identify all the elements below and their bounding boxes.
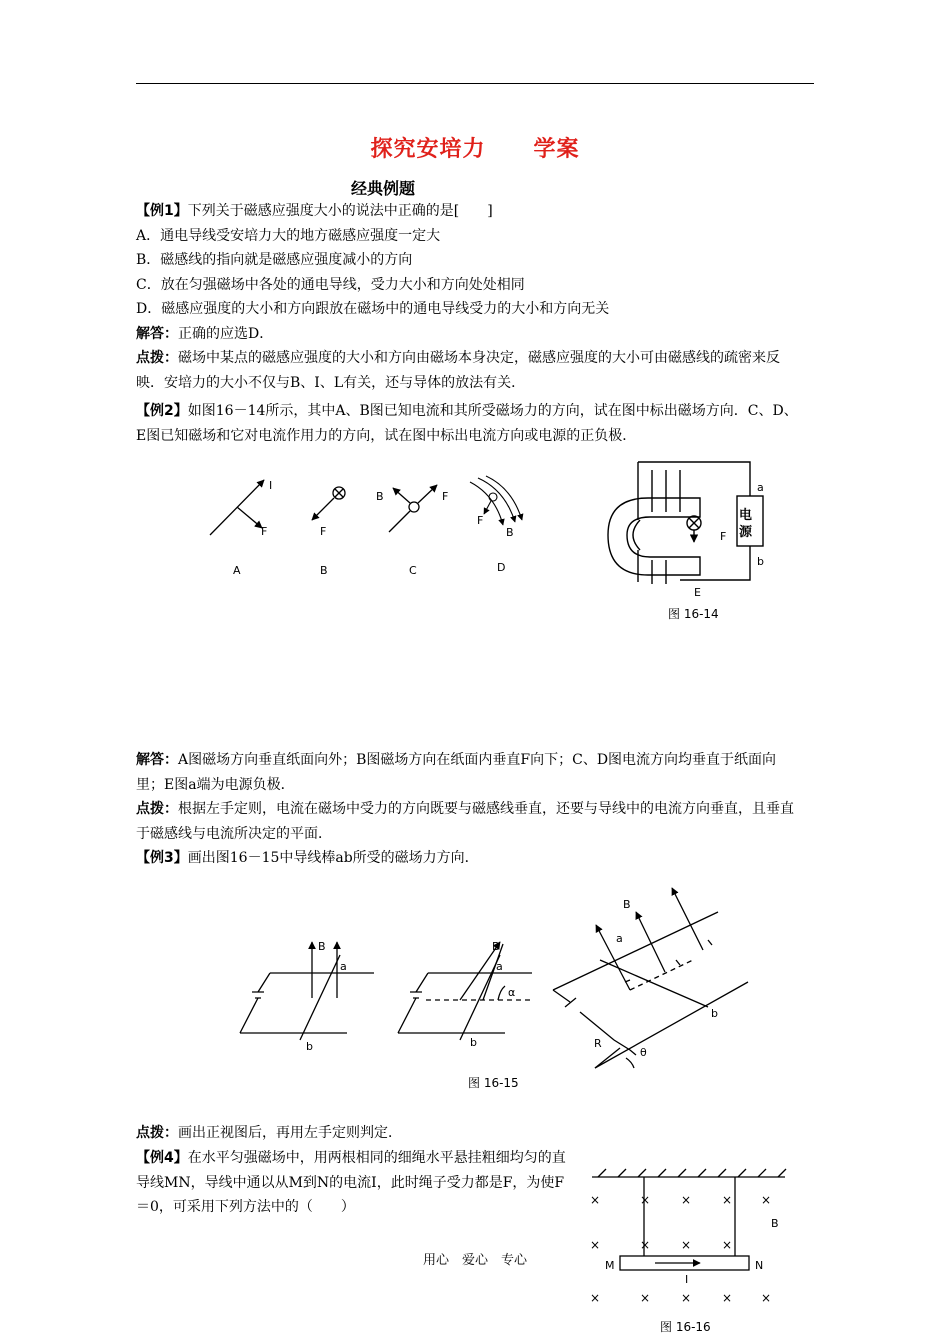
fig-e-power-1: 电	[739, 508, 753, 523]
fig-a-label-f: F	[261, 525, 268, 538]
field-cross: ×	[590, 1193, 601, 1207]
field-cross: ×	[722, 1238, 733, 1252]
field-cross: ×	[681, 1291, 692, 1305]
fig-16-14-a	[210, 480, 264, 535]
fig-c-label: C	[409, 564, 417, 577]
fig-16-15-left	[240, 942, 374, 1040]
field-cross: ×	[761, 1193, 772, 1207]
field-cross: ×	[722, 1291, 733, 1305]
fig-16-16-label-m: M	[605, 1259, 615, 1272]
fig-16-16-label-n: N	[755, 1259, 764, 1272]
title-sub: 学案	[533, 137, 580, 162]
fig-c-label-b: B	[376, 490, 384, 503]
ex1-answer: 正确的应选D．	[178, 325, 274, 342]
fig-m-label-alpha: α	[508, 986, 516, 999]
fig-e-power-2: 源	[739, 525, 753, 540]
field-cross: ×	[590, 1291, 601, 1305]
ex1-hint: 磁场中某点的磁感应强度的大小和方向由磁场本身决定，磁感应强度的大小可由磁感线的疏密来反映．安培力的大小不仅与B、I、L有关，还与导体的放法有关．	[136, 350, 780, 391]
field-cross: ×	[640, 1238, 651, 1252]
fig-e-label-f: F	[720, 530, 727, 543]
ex3-question: 画出图16－15中导线棒ab所受的磁场力方向．	[187, 850, 479, 866]
fig-b-label: B	[320, 564, 328, 577]
page-footer: 用心 爱心 专心	[422, 1253, 527, 1268]
fig-16-16-label-b: B	[771, 1217, 779, 1230]
fig-e-label-a: a	[757, 481, 764, 494]
ex4-label: 【例4】	[136, 1150, 188, 1166]
ex2-hint-label: 点拨：	[136, 801, 178, 817]
example-2-solution	[136, 748, 800, 871]
fig-b-label-f: F	[320, 525, 327, 538]
ex2-question: 如图16－14所示，其中A、B图已知电流和其所受磁场力的方向，试在图中标出磁场方向．C、D、E图已知磁场和它对电流作用力的方向，试在图中标出电流方向或电源的正负极．	[136, 403, 798, 444]
fig-d-label: D	[497, 561, 506, 574]
fig-m-label-a: a	[496, 960, 503, 973]
fig-l-label-a: a	[340, 960, 347, 973]
ex1-answer-label: 解答：	[136, 325, 178, 342]
fig-r-label-theta: θ	[640, 1046, 647, 1059]
fig-16-15-caption: 图 16-15	[468, 1076, 519, 1090]
ex2-answer-label: 解答：	[136, 752, 178, 768]
ex2-answer: A图磁场方向垂直纸面向外；B图磁场方向在纸面内垂直F向下；C、D图电流方向均垂直于纸面向里；E图a端为电源负极．	[136, 752, 777, 793]
field-cross: ×	[681, 1193, 692, 1207]
ex3-hint-label: 点拨：	[136, 1125, 178, 1141]
ex1-option-b: B．磁感线的指向就是磁感应强度减小的方向	[136, 252, 413, 268]
field-cross: ×	[722, 1193, 733, 1207]
fig-l-label-b2: b	[306, 1040, 313, 1053]
example-4	[136, 1146, 566, 1220]
ex1-option-a: A．通电导线受安培力大的地方磁感应强度一定大	[136, 227, 441, 244]
fig-a-label-i: I	[269, 479, 273, 492]
fig-16-14-c	[389, 485, 437, 532]
fig-16-14-b	[312, 487, 345, 520]
ex4-question: 在水平匀强磁场中，用两根相同的细绳水平悬挂粗细均匀的直导线MN，导线中通以从M到N的电流I，此时绳子受力都是F，为使F＝0，可采用下列方法中的（ ）	[136, 1150, 566, 1215]
fig-r-label-b2: b	[711, 1007, 718, 1020]
title-main: 探究安培力	[370, 137, 486, 162]
fig-r-label-b: B	[623, 898, 631, 911]
ex2-hint: 根据左手定则，电流在磁场中受力的方向既要与磁感线垂直，还要与导线中的电流方向垂直，且垂直于磁感线与电流所决定的平面．	[136, 801, 794, 842]
ex1-option-d: D．磁感应强度的大小和方向跟放在磁场中的通电导线受力的大小和方向无关	[136, 301, 610, 317]
ex3-hint: 画出正视图后，再用左手定则判定．	[178, 1125, 402, 1141]
field-cross: ×	[590, 1238, 601, 1252]
ex1-label: 【例1】	[136, 203, 188, 219]
field-cross: ×	[761, 1291, 772, 1305]
fig-r-label-r: R	[594, 1037, 602, 1050]
ex1-hint-label: 点拨：	[136, 350, 178, 366]
fig-16-16-caption: 图 16-16	[660, 1320, 711, 1334]
fig-16-14-e	[608, 462, 763, 584]
fig-m-label-b2: b	[470, 1036, 477, 1049]
fig-c-label-f: F	[442, 490, 449, 503]
fig-e-label-b: b	[757, 555, 764, 568]
ex1-question: 下列关于磁感应强度大小的说法中正确的是[ ]	[187, 203, 493, 219]
fig-16-14-caption: 图 16-14	[668, 607, 719, 621]
field-cross: ×	[640, 1291, 651, 1305]
fig-a-label: A	[233, 564, 241, 577]
ex3-label: 【例3】	[136, 850, 188, 866]
fig-d-label-b: B	[506, 526, 514, 539]
field-cross: ×	[681, 1238, 692, 1252]
ex1-option-c: C．放在匀强磁场中各处的通电导线，受力大小和方向处处相同	[136, 276, 525, 293]
example-3-hint	[136, 1121, 800, 1146]
fig-d-label-f: F	[477, 514, 484, 527]
ex2-label: 【例2】	[136, 403, 188, 419]
fig-l-label-b: B	[318, 940, 326, 953]
fig-r-label-a: a	[616, 932, 623, 945]
fig-16-16-label-i: I	[685, 1273, 689, 1286]
fig-16-15-right	[553, 888, 748, 1068]
fig-e-label: E	[694, 586, 701, 599]
field-cross: ×	[640, 1193, 651, 1207]
fig-m-label-b: B	[492, 940, 500, 953]
section-subtitle: 经典例题	[350, 179, 415, 198]
